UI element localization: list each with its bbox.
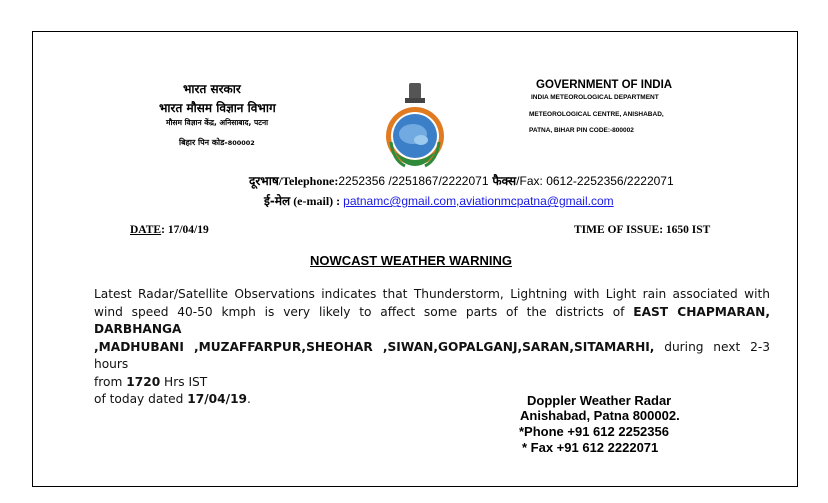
- signature-line-2: Anishabad, Patna 800002.: [520, 408, 680, 423]
- pin-line: PATNA, BIHAR PIN CODE:-800002: [529, 127, 634, 134]
- start-time: 1720: [126, 374, 161, 389]
- hindi-govt-title: भारत सरकार: [183, 82, 241, 96]
- districts-part-2: ,MADHUBANI ,MUZAFFARPUR,SHEOHAR ,SIWAN,GOPALGANJ,SARAN,SITAMARHI,: [94, 339, 655, 354]
- warning-date: 17/04/19: [187, 392, 248, 406]
- govt-of-india-title: GOVERNMENT OF INDIA: [536, 79, 673, 91]
- warning-body: [94, 286, 770, 409]
- body-line-2-text: wind speed 40-50 kmph is very likely to affect some parts of the districts of: [94, 304, 634, 319]
- body-line-4: [94, 374, 770, 392]
- body-line-1: Latest Radar/Satellite Observations indicates that Thunderstorm, Lightning with Light rain associated with: [94, 287, 770, 301]
- body-line-2: [94, 304, 770, 339]
- body-line-4-tail: Hrs IST: [160, 374, 208, 389]
- signature-phone: *Phone +91 612 2252356: [519, 424, 669, 439]
- body-line-5-text: of today dated: [94, 392, 188, 406]
- hindi-centre-address: मौसम विज्ञान केंद्र, अनिसाबाद, पटना: [166, 118, 269, 127]
- districts-part-1: EAST CHAPMARAN, DARBHANGA: [94, 304, 771, 336]
- hindi-pin-label: बिहार पिन कोड-: [179, 138, 228, 147]
- date-line: [130, 224, 209, 236]
- body-line-3: [94, 339, 770, 374]
- warning-title: NOWCAST WEATHER WARNING: [310, 253, 512, 268]
- signature-line-1: Doppler Weather Radar: [527, 393, 672, 408]
- fax-label: /Fax:: [516, 174, 547, 188]
- phone-label: /Telephone:: [278, 174, 339, 188]
- centre-address: METEOROLOGICAL CENTRE, ANISHABAD,: [529, 111, 664, 118]
- email-label: (e-mail) :: [290, 194, 344, 208]
- phone-label-hindi: दूरभाष: [249, 174, 279, 188]
- imd-title: INDIA METEOROLOGICAL DEPARTMENT: [531, 94, 659, 101]
- fax-numbers: 0612-2252356/2222071: [546, 174, 674, 188]
- fax-label-hindi: फैक्स: [492, 174, 517, 188]
- hindi-pin-line: [179, 137, 255, 148]
- hindi-pin-code: 800002: [227, 139, 255, 147]
- phone-numbers: 2252356 /2251867/2222071: [338, 174, 489, 188]
- email-link[interactable]: patnamc@gmail.com,aviationmcpatna@gmail.com: [343, 194, 614, 208]
- time-of-issue: TIME OF ISSUE: 1650 IST: [574, 224, 711, 236]
- contact-email-line: [264, 192, 614, 209]
- signature-fax: * Fax +91 612 2222071: [522, 440, 659, 455]
- date-value: : 17/04/19: [161, 224, 209, 236]
- body-line-3-text: during next 2-3 hours: [94, 339, 770, 371]
- hindi-dept-title: भारत मौसम विज्ञान विभाग: [159, 101, 276, 115]
- imd-emblem-icon: [383, 80, 447, 172]
- date-label: DATE: [130, 224, 162, 236]
- contact-phone-fax-line: [249, 172, 674, 189]
- body-line-4-text: from: [94, 374, 127, 389]
- email-label-hindi: ई-मेल: [264, 194, 291, 208]
- body-line-5-tail: .: [247, 392, 251, 406]
